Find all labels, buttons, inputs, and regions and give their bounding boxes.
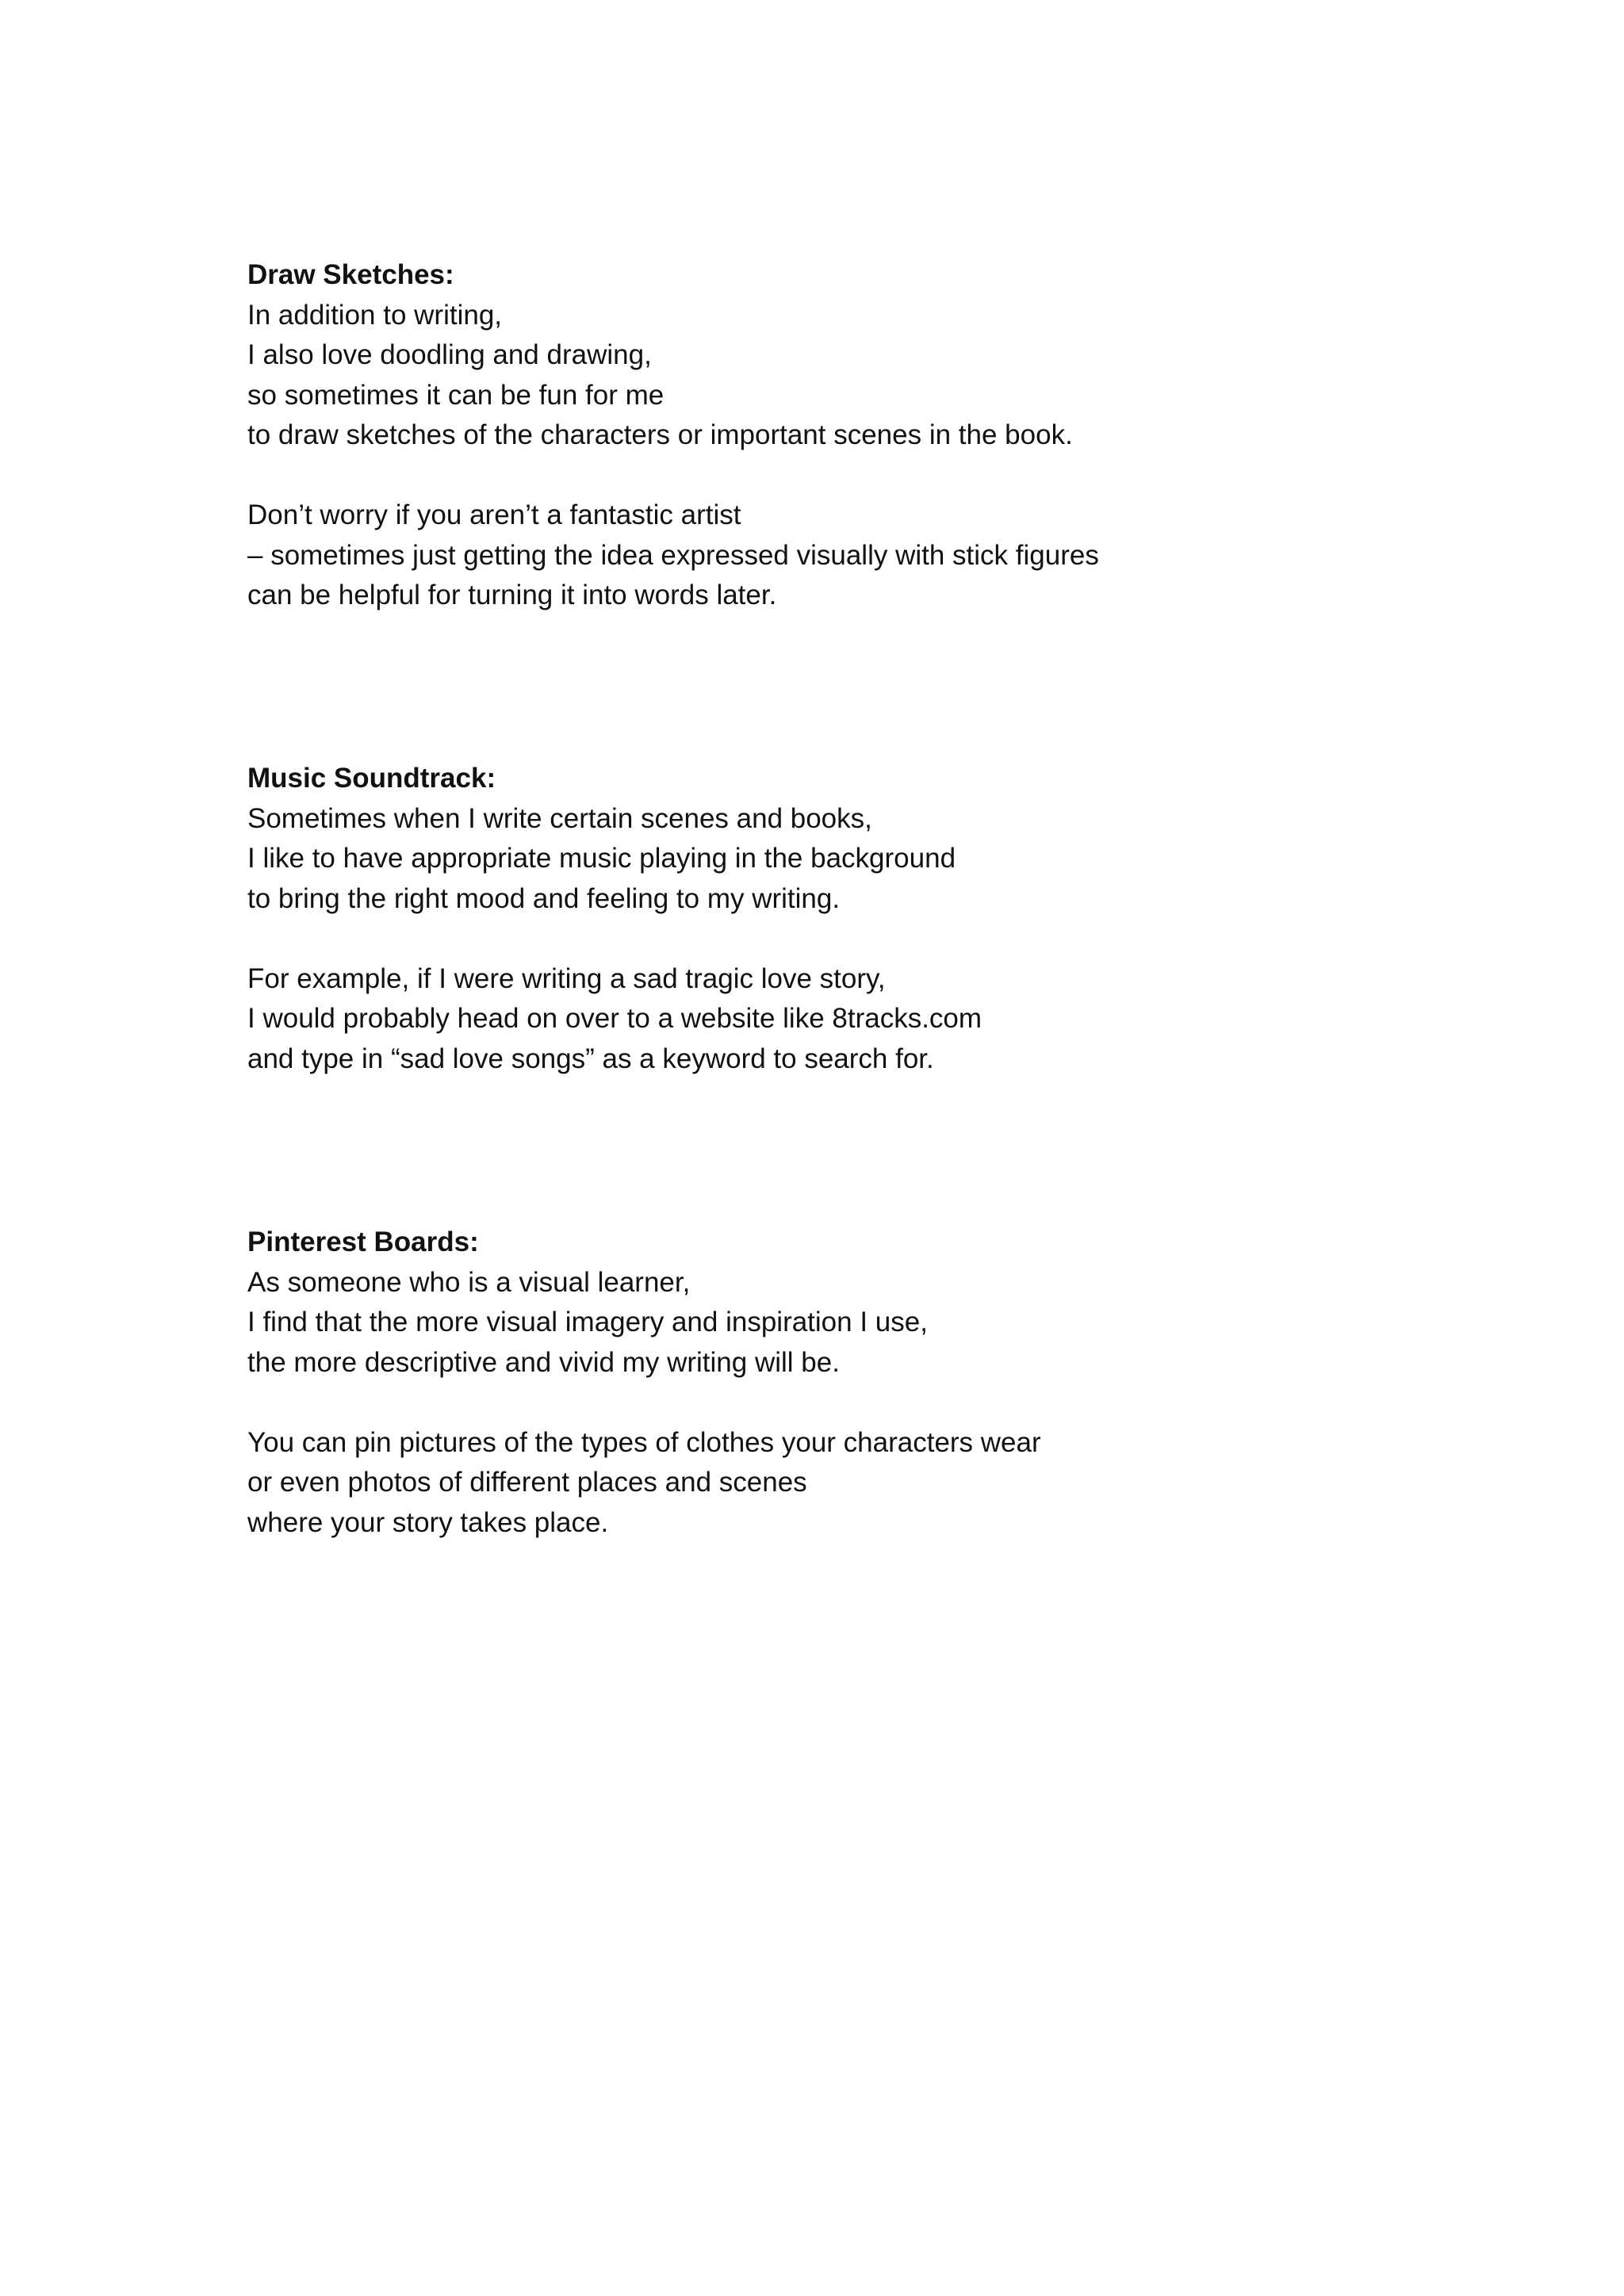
text-line: Don’t worry if you aren’t a fantastic artist <box>247 499 741 530</box>
paragraph-gap <box>247 919 1437 959</box>
text-line: You can pin pictures of the types of clothes your characters wear <box>247 1426 1041 1458</box>
text-line: I like to have appropriate music playing in the background <box>247 843 956 874</box>
section-draw-sketches <box>247 255 1437 616</box>
text-line: I also love doodling and drawing, <box>247 339 652 370</box>
text-line: As someone who is a visual learner, <box>247 1266 691 1298</box>
section-music-soundtrack <box>247 759 1437 1079</box>
text-line: In addition to writing, <box>247 299 503 331</box>
text-line: so sometimes it can be fun for me <box>247 379 665 411</box>
text-line: I find that the more visual imagery and inspiration I use, <box>247 1307 928 1337</box>
text-line: the more descriptive and vivid my writing will be. <box>247 1346 840 1378</box>
paragraph-gap <box>247 456 1437 496</box>
text-line: to draw sketches of the characters or important scenes in the book. <box>247 419 1073 450</box>
section-heading: Music Soundtrack: <box>247 763 496 794</box>
text-line: or even photos of different places and scenes <box>247 1467 807 1498</box>
section-heading: Pinterest Boards: <box>247 1226 479 1257</box>
text-line: I would probably head on over to a website like 8tracks.com <box>247 1003 982 1034</box>
text-line: to bring the right mood and feeling to my writing. <box>247 882 841 914</box>
text-line: where your story takes place. <box>247 1506 609 1538</box>
text-line: and type in “sad love songs” as a keyword to search for. <box>247 1043 934 1074</box>
text-line: – sometimes just getting the idea expressed visually with stick figures <box>247 539 1099 571</box>
text-line: Sometimes when I write certain scenes and books, <box>247 802 872 834</box>
section-pinterest-boards <box>247 1223 1437 1543</box>
paragraph-gap <box>247 1383 1437 1423</box>
text-line: For example, if I were writing a sad tragic love story, <box>247 962 886 994</box>
section-heading: Draw Sketches: <box>247 259 454 290</box>
text-line: can be helpful for turning it into words later. <box>247 580 777 610</box>
